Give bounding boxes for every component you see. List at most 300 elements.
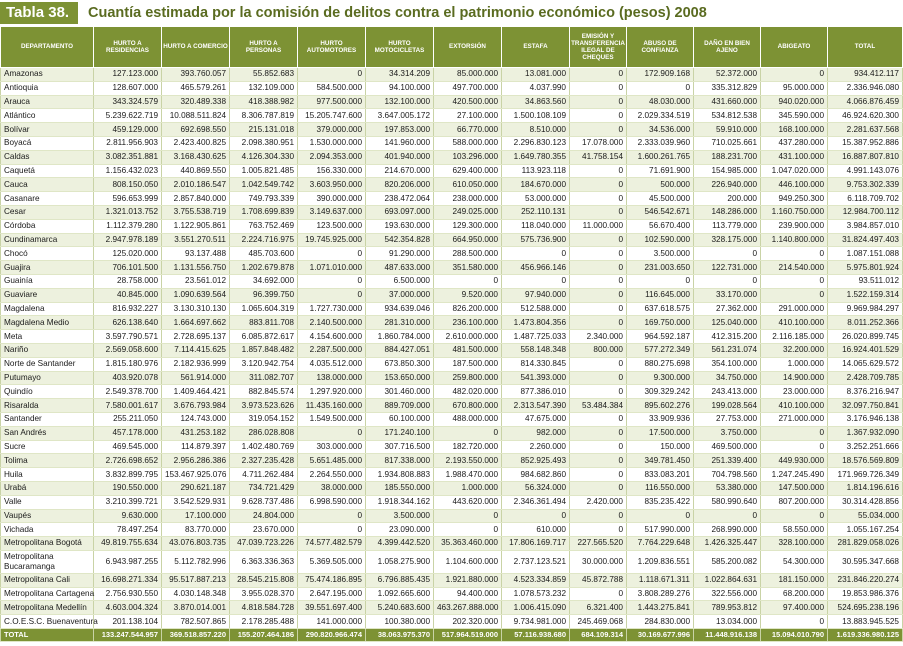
value-cell: 734.721.429 [230, 481, 298, 495]
department-cell: Metropolitana Cali [1, 573, 94, 587]
table-row [1, 357, 903, 371]
department-cell: Meta [1, 330, 94, 344]
value-cell: 49.819.755.634 [94, 537, 162, 551]
value-cell: 0 [570, 164, 627, 178]
value-cell: 0 [502, 274, 570, 288]
value-cell: 449.930.000 [761, 454, 828, 468]
page-title: Cuantía estimada por la comisión de delitos contra el patrimonio económico (pesos) 2008 [88, 5, 707, 21]
value-cell: 156.330.000 [298, 164, 366, 178]
table-row [1, 274, 903, 288]
value-cell: 231.003.650 [627, 261, 694, 275]
value-cell: 1.988.470.000 [434, 468, 502, 482]
value-cell: 437.280.000 [761, 136, 828, 150]
value-cell: 1.202.679.878 [230, 261, 298, 275]
value-cell: 169.750.000 [627, 316, 694, 330]
value-cell: 0 [570, 587, 627, 601]
value-cell: 1.473.804.356 [502, 316, 570, 330]
value-cell: 0 [694, 247, 761, 261]
total-value-cell: 369.518.857.220 [162, 629, 230, 642]
value-cell: 546.542.671 [627, 205, 694, 219]
header-row [1, 27, 903, 68]
value-cell: 8.011.252.366 [828, 316, 903, 330]
value-cell: 884.427.051 [366, 343, 434, 357]
department-cell: Sucre [1, 440, 94, 454]
value-cell: 497.700.000 [434, 81, 502, 95]
value-cell: 482.020.000 [434, 385, 502, 399]
value-cell: 34.536.000 [627, 123, 694, 137]
column-header: EXTORSIÓN [434, 27, 502, 68]
total-row [1, 629, 903, 642]
value-cell: 132.100.000 [366, 95, 434, 109]
table-row [1, 136, 903, 150]
department-cell: Tolima [1, 454, 94, 468]
value-cell: 193.630.000 [366, 219, 434, 233]
value-cell: 1.921.880.000 [434, 573, 502, 587]
value-cell: 443.620.000 [434, 495, 502, 509]
table-row [1, 454, 903, 468]
value-cell: 5.239.622.719 [94, 109, 162, 123]
table-row [1, 123, 903, 137]
value-cell: 763.752.469 [230, 219, 298, 233]
value-cell: 7.764.229.648 [627, 537, 694, 551]
value-cell: 125.020.000 [94, 247, 162, 261]
value-cell: 3.500.000 [366, 509, 434, 523]
department-cell: Caldas [1, 150, 94, 164]
total-label: TOTAL [1, 629, 94, 642]
value-cell: 17.500.000 [627, 426, 694, 440]
department-cell: Caquetá [1, 164, 94, 178]
column-header: HURTO A COMERCIO [162, 27, 230, 68]
value-cell: 251.339.400 [694, 454, 761, 468]
table-row [1, 288, 903, 302]
value-cell: 749.793.339 [230, 192, 298, 206]
value-cell: 123.500.000 [298, 219, 366, 233]
value-cell: 2.428.709.785 [828, 371, 903, 385]
value-cell: 9.630.000 [94, 509, 162, 523]
value-cell: 320.489.338 [162, 95, 230, 109]
value-cell: 37.000.000 [366, 288, 434, 302]
value-cell: 238.472.064 [366, 192, 434, 206]
value-cell: 9.520.000 [434, 288, 502, 302]
value-cell: 309.329.242 [627, 385, 694, 399]
table-row [1, 537, 903, 551]
value-cell: 463.267.888.000 [434, 601, 502, 615]
value-cell: 4.035.512.000 [298, 357, 366, 371]
value-cell: 2.737.123.521 [502, 550, 570, 573]
value-cell: 27.362.000 [694, 302, 761, 316]
value-cell: 291.000.000 [761, 302, 828, 316]
value-cell: 1.022.864.631 [694, 573, 761, 587]
value-cell: 1.814.196.616 [828, 481, 903, 495]
value-cell: 141.000.000 [298, 615, 366, 629]
value-cell: 0 [434, 523, 502, 537]
table-row [1, 233, 903, 247]
value-cell: 577.272.349 [627, 343, 694, 357]
value-cell: 148.286.000 [694, 205, 761, 219]
value-cell: 226.940.000 [694, 178, 761, 192]
table-row [1, 164, 903, 178]
value-cell: 2.029.334.519 [627, 109, 694, 123]
value-cell: 94.100.000 [366, 81, 434, 95]
column-header: EMISIÓN Y TRANSFERENCIA ILEGAL DE CHEQUES [570, 27, 627, 68]
value-cell: 47.675.000 [502, 412, 570, 426]
value-cell: 17.100.000 [162, 509, 230, 523]
value-cell: 2.610.000.000 [434, 330, 502, 344]
value-cell: 877.386.010 [502, 385, 570, 399]
value-cell: 2.728.695.137 [162, 330, 230, 344]
value-cell: 0 [761, 509, 828, 523]
value-cell: 301.460.000 [366, 385, 434, 399]
department-cell: Metropolitana Medellín [1, 601, 94, 615]
total-value-cell: 684.109.314 [570, 629, 627, 642]
value-cell: 459.129.000 [94, 123, 162, 137]
department-cell: Antioquia [1, 81, 94, 95]
value-cell: 1.708.699.839 [230, 205, 298, 219]
value-cell: 3.808.289.276 [627, 587, 694, 601]
value-cell: 3.955.028.370 [230, 587, 298, 601]
table-row [1, 192, 903, 206]
total-value-cell: 57.116.938.680 [502, 629, 570, 642]
value-cell: 238.000.000 [434, 192, 502, 206]
value-cell: 249.025.000 [434, 205, 502, 219]
table-row [1, 412, 903, 426]
value-cell: 0 [570, 481, 627, 495]
value-cell: 0 [694, 509, 761, 523]
value-cell: 4.818.584.728 [230, 601, 298, 615]
value-cell: 390.000.000 [298, 192, 366, 206]
value-cell: 1.860.784.000 [366, 330, 434, 344]
value-cell: 1.321.013.752 [94, 205, 162, 219]
total-value-cell: 38.063.975.370 [366, 629, 434, 642]
value-cell: 808.150.050 [94, 178, 162, 192]
value-cell: 124.743.000 [162, 412, 230, 426]
value-cell: 0 [570, 385, 627, 399]
value-cell: 41.758.154 [570, 150, 627, 164]
value-cell: 1.297.920.000 [298, 385, 366, 399]
value-cell: 0 [694, 274, 761, 288]
value-cell: 18.576.569.809 [828, 454, 903, 468]
value-cell: 637.618.575 [627, 302, 694, 316]
value-cell: 3.149.637.000 [298, 205, 366, 219]
value-cell: 2.094.353.000 [298, 150, 366, 164]
value-cell: 488.000.000 [434, 412, 502, 426]
value-cell: 2.336.946.080 [828, 81, 903, 95]
value-cell: 524.695.238.196 [828, 601, 903, 615]
value-cell: 710.025.661 [694, 136, 761, 150]
value-cell: 354.100.000 [694, 357, 761, 371]
value-cell: 485.703.600 [230, 247, 298, 261]
value-cell: 30.595.347.668 [828, 550, 903, 573]
value-cell: 2.281.637.568 [828, 123, 903, 137]
value-cell: 199.028.564 [694, 399, 761, 413]
table-row [1, 468, 903, 482]
value-cell: 27.100.000 [434, 109, 502, 123]
column-header: HURTO A RESIDENCIAS [94, 27, 162, 68]
value-cell: 826.200.000 [434, 302, 502, 316]
value-cell: 1.367.932.090 [828, 426, 903, 440]
value-cell: 2.420.000 [570, 495, 627, 509]
value-cell: 0 [298, 426, 366, 440]
value-cell: 0 [570, 509, 627, 523]
value-cell: 704.798.560 [694, 468, 761, 482]
value-cell: 6.085.872.617 [230, 330, 298, 344]
value-cell: 1.090.639.564 [162, 288, 230, 302]
value-cell: 0 [627, 509, 694, 523]
value-cell: 6.500.000 [366, 274, 434, 288]
table-row [1, 573, 903, 587]
value-cell: 171.240.100 [366, 426, 434, 440]
value-cell: 13.081.000 [502, 68, 570, 82]
value-cell: 1.005.821.485 [230, 164, 298, 178]
table-row [1, 302, 903, 316]
value-cell: 311.082.707 [230, 371, 298, 385]
column-header: DAÑO EN BIEN AJENO [694, 27, 761, 68]
value-cell: 1.522.159.314 [828, 288, 903, 302]
value-cell: 345.590.000 [761, 109, 828, 123]
value-cell: 12.984.700.112 [828, 205, 903, 219]
value-cell: 4.037.990 [502, 81, 570, 95]
value-cell: 30.000.000 [570, 550, 627, 573]
value-cell: 1.065.604.319 [230, 302, 298, 316]
value-cell: 28.758.000 [94, 274, 162, 288]
value-cell: 10.088.511.824 [162, 109, 230, 123]
value-cell: 2.327.235.428 [230, 454, 298, 468]
value-cell: 2.313.547.390 [502, 399, 570, 413]
value-cell: 214.540.000 [761, 261, 828, 275]
value-cell: 1.160.750.000 [761, 205, 828, 219]
value-cell: 1.000.000 [434, 481, 502, 495]
value-cell: 335.312.829 [694, 81, 761, 95]
total-value-cell: 11.448.916.138 [694, 629, 761, 642]
value-cell: 129.300.000 [434, 219, 502, 233]
value-cell: 19.745.925.000 [298, 233, 366, 247]
value-cell: 113.923.118 [502, 164, 570, 178]
value-cell: 469.500.000 [694, 440, 761, 454]
table-row [1, 523, 903, 537]
table-row [1, 81, 903, 95]
value-cell: 13.883.945.525 [828, 615, 903, 629]
value-cell: 93.137.488 [162, 247, 230, 261]
value-cell: 2.010.186.547 [162, 178, 230, 192]
value-cell: 1.042.549.742 [230, 178, 298, 192]
value-cell: 27.753.000 [694, 412, 761, 426]
value-cell: 517.990.000 [627, 523, 694, 537]
value-cell: 0 [298, 288, 366, 302]
value-cell: 33.170.000 [694, 288, 761, 302]
column-header: HURTO AUTOMOTORES [298, 27, 366, 68]
value-cell: 0 [570, 274, 627, 288]
value-cell: 34.863.560 [502, 95, 570, 109]
value-cell: 934.639.046 [366, 302, 434, 316]
value-cell: 0 [761, 288, 828, 302]
table-body [1, 68, 903, 642]
value-cell: 446.100.000 [761, 178, 828, 192]
title-bar [0, 0, 882, 26]
value-cell: 6.118.709.702 [828, 192, 903, 206]
value-cell: 2.287.500.000 [298, 343, 366, 357]
value-cell: 96.399.750 [230, 288, 298, 302]
value-cell: 30.314.428.856 [828, 495, 903, 509]
total-value-cell: 290.820.966.474 [298, 629, 366, 642]
department-cell: Atlántico [1, 109, 94, 123]
value-cell: 1.092.665.600 [366, 587, 434, 601]
value-cell: 3.750.000 [694, 426, 761, 440]
value-cell: 303.000.000 [298, 440, 366, 454]
value-cell: 4.603.004.324 [94, 601, 162, 615]
value-cell: 34.314.209 [366, 68, 434, 82]
value-cell: 814.330.845 [502, 357, 570, 371]
department-cell: San Andrés [1, 426, 94, 440]
value-cell: 38.000.000 [298, 481, 366, 495]
value-cell: 54.300.000 [761, 550, 828, 573]
value-cell: 0 [502, 247, 570, 261]
value-cell: 122.731.000 [694, 261, 761, 275]
value-cell: 2.098.380.951 [230, 136, 298, 150]
value-cell: 91.290.000 [366, 247, 434, 261]
table-row [1, 343, 903, 357]
value-cell: 95.517.887.213 [162, 573, 230, 587]
value-cell: 418.388.982 [230, 95, 298, 109]
value-cell: 182.720.000 [434, 440, 502, 454]
value-cell: 0 [761, 615, 828, 629]
value-cell: 97.400.000 [761, 601, 828, 615]
value-cell: 100.380.000 [366, 615, 434, 629]
value-cell: 47.039.723.226 [230, 537, 298, 551]
value-cell: 5.112.782.996 [162, 550, 230, 573]
value-cell: 5.651.485.000 [298, 454, 366, 468]
value-cell: 3.832.899.795 [94, 468, 162, 482]
value-cell: 379.000.000 [298, 123, 366, 137]
value-cell: 1.934.808.883 [366, 468, 434, 482]
value-cell: 558.148.348 [502, 343, 570, 357]
value-cell: 629.400.000 [434, 164, 502, 178]
value-cell: 670.800.000 [434, 399, 502, 413]
department-cell: Casanare [1, 192, 94, 206]
value-cell: 103.296.000 [434, 150, 502, 164]
column-header: ESTAFA [502, 27, 570, 68]
value-cell: 1.727.730.000 [298, 302, 366, 316]
table-row [1, 440, 903, 454]
department-cell: Guaviare [1, 288, 94, 302]
value-cell: 5.240.683.600 [366, 601, 434, 615]
value-cell: 0 [570, 123, 627, 137]
value-cell: 895.602.276 [627, 399, 694, 413]
value-cell: 128.607.000 [94, 81, 162, 95]
table-row [1, 247, 903, 261]
value-cell: 39.551.697.400 [298, 601, 366, 615]
value-cell: 1.443.275.841 [627, 601, 694, 615]
value-cell: 0 [570, 261, 627, 275]
value-cell: 1.087.151.088 [828, 247, 903, 261]
value-cell: 200.000 [694, 192, 761, 206]
value-cell: 102.590.000 [627, 233, 694, 247]
value-cell: 575.736.900 [502, 233, 570, 247]
value-cell: 132.109.000 [230, 81, 298, 95]
table-row [1, 150, 903, 164]
value-cell: 561.231.074 [694, 343, 761, 357]
value-cell: 1.600.261.765 [627, 150, 694, 164]
value-cell: 0 [627, 274, 694, 288]
value-cell: 0 [298, 274, 366, 288]
value-cell: 2.182.936.999 [162, 357, 230, 371]
value-cell: 11.435.160.000 [298, 399, 366, 413]
value-cell: 0 [434, 274, 502, 288]
value-cell: 0 [570, 316, 627, 330]
value-cell: 59.910.000 [694, 123, 761, 137]
value-cell: 2.264.550.000 [298, 468, 366, 482]
value-cell: 60.100.000 [366, 412, 434, 426]
value-cell: 1.857.848.482 [230, 343, 298, 357]
value-cell: 0 [434, 509, 502, 523]
total-value-cell: 133.247.544.957 [94, 629, 162, 642]
value-cell: 2.340.000 [570, 330, 627, 344]
value-cell: 3.176.946.138 [828, 412, 903, 426]
department-cell: Metropolitana Bucaramanga [1, 550, 94, 573]
value-cell: 807.200.000 [761, 495, 828, 509]
value-cell: 3.870.014.001 [162, 601, 230, 615]
value-cell: 3.647.005.172 [366, 109, 434, 123]
value-cell: 9.734.981.000 [502, 615, 570, 629]
value-cell: 1.140.800.000 [761, 233, 828, 247]
data-table [0, 26, 903, 642]
department-cell: Boyacá [1, 136, 94, 150]
value-cell: 215.131.018 [230, 123, 298, 137]
value-cell: 68.200.000 [761, 587, 828, 601]
value-cell: 171.969.726.349 [828, 468, 903, 482]
value-cell: 706.101.500 [94, 261, 162, 275]
value-cell: 3.168.430.625 [162, 150, 230, 164]
value-cell: 0 [298, 247, 366, 261]
table-row [1, 601, 903, 615]
value-cell: 3.210.399.721 [94, 495, 162, 509]
value-cell: 9.969.984.297 [828, 302, 903, 316]
value-cell: 500.000 [627, 178, 694, 192]
value-cell: 4.523.334.859 [502, 573, 570, 587]
value-cell: 940.020.000 [761, 95, 828, 109]
value-cell: 512.588.000 [502, 302, 570, 316]
value-cell: 403.920.078 [94, 371, 162, 385]
value-cell: 2.423.400.825 [162, 136, 230, 150]
value-cell: 0 [761, 440, 828, 454]
department-cell: Quindío [1, 385, 94, 399]
value-cell: 0 [570, 233, 627, 247]
value-cell: 268.990.000 [694, 523, 761, 537]
value-cell: 147.500.000 [761, 481, 828, 495]
value-cell: 2.178.285.488 [230, 615, 298, 629]
value-cell: 5.975.801.924 [828, 261, 903, 275]
value-cell: 190.550.000 [94, 481, 162, 495]
value-cell: 168.100.000 [761, 123, 828, 137]
value-cell: 95.000.000 [761, 81, 828, 95]
value-cell: 0 [627, 81, 694, 95]
value-cell: 34.692.000 [230, 274, 298, 288]
value-cell: 817.338.000 [366, 454, 434, 468]
value-cell: 1.058.275.900 [366, 550, 434, 573]
value-cell: 1.409.464.421 [162, 385, 230, 399]
value-cell: 1.055.167.254 [828, 523, 903, 537]
table-row [1, 95, 903, 109]
value-cell: 15.387.952.886 [828, 136, 903, 150]
table-row [1, 509, 903, 523]
value-cell: 252.110.131 [502, 205, 570, 219]
value-cell: 290.621.187 [162, 481, 230, 495]
column-header: HURTO A PERSONAS [230, 27, 298, 68]
total-value-cell: 15.094.010.790 [761, 629, 828, 642]
department-cell: Amazonas [1, 68, 94, 82]
value-cell: 1.649.780.355 [502, 150, 570, 164]
value-cell: 420.500.000 [434, 95, 502, 109]
value-cell: 7.114.415.625 [162, 343, 230, 357]
